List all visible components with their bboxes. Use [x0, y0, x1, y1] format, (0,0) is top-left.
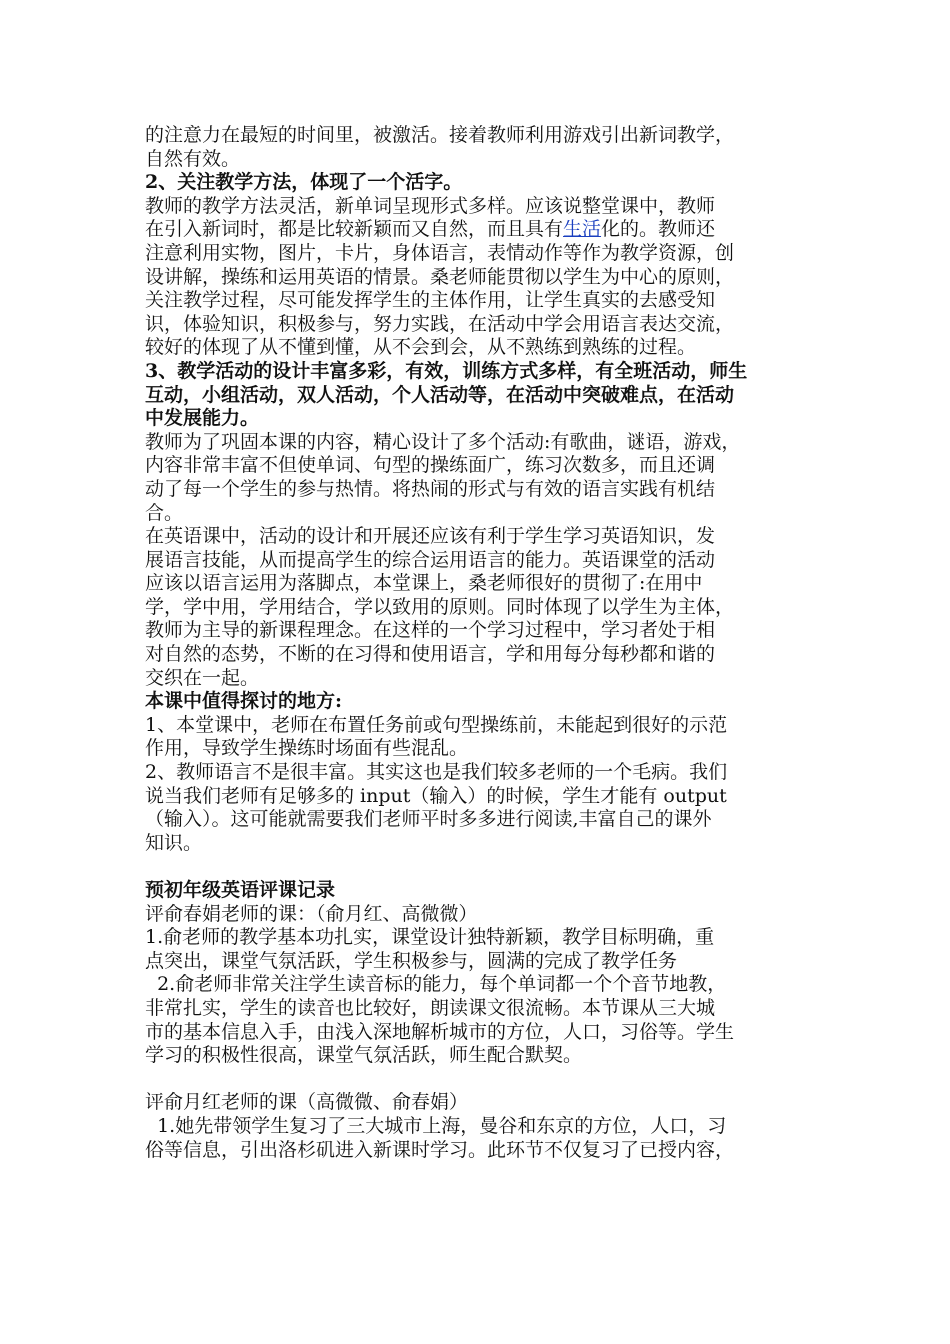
text-line: 1、本堂课中，老师在布置任务前或句型操练前，未能起到很好的示范	[145, 713, 728, 736]
text-line: 关注教学过程，尽可能发挥学生的主体作用，让学生真实的去感受知	[145, 289, 716, 312]
text-line: 非常扎实，学生的读音也比较好，朗读课文很流畅。本节课从三大城	[145, 996, 716, 1019]
text-line: 较好的体现了从不懂到懂，从不会到会，从不熟练到熟练的过程。	[145, 336, 697, 359]
text-line: （输入）。这可能就需要我们老师平时多多进行阅读,丰富自己的课外	[145, 808, 712, 831]
section-heading: 互动，小组活动，双人活动，个人活动等，在活动中突破难点，在活动	[145, 383, 735, 406]
text-line: 市的基本信息入手，由浅入深地解析城市的方位，人口，习俗等。学生	[145, 1020, 735, 1043]
text-line: 教师的教学方法灵活，新单词呈现形式多样。应该说整堂课中，教师	[145, 194, 716, 217]
text-line: 动了每一个学生的参与热情。将热闹的形式与有效的语言实践有机结	[145, 477, 716, 500]
text-line: 教师为了巩固本课的内容，精心设计了多个活动:有歌曲，谜语，游戏，	[145, 430, 741, 453]
text-line: 展语言技能，从而提高学生的综合运用语言的能力。英语课堂的活动	[145, 548, 716, 571]
text-line: 自然有效。	[145, 147, 241, 170]
text-line: 1.俞老师的教学基本功扎实，课堂设计独特新颖，教学目标明确，重	[145, 926, 715, 949]
text-line: 交织在一起。	[145, 666, 260, 689]
text-line: 点突出，课堂气氛活跃，学生积极参与，圆满的完成了教学任务	[145, 949, 678, 972]
text-line: 识，体验知识，积极参与，努力实践，在活动中学会用语言表达交流，	[145, 312, 735, 335]
text-line: 知识。	[145, 831, 203, 854]
blank-line	[145, 1068, 825, 1092]
life-link[interactable]: 生活	[563, 218, 602, 241]
text-line: 教师为主导的新课程理念。在这样的一个学习过程中，学习者处于相	[145, 619, 716, 642]
text-line: 对自然的态势，不断的在习得和使用语言，学和用每分每秒都和谐的	[145, 643, 716, 666]
text-line: 设讲解，操练和运用英语的情景。桑老师能贯彻以学生为中心的原则，	[145, 265, 735, 288]
link-line-before: 在引入新词时，都是比较新颖而又自然，而且具有	[145, 218, 564, 241]
section-heading: 中发展能力。	[145, 407, 260, 430]
text-line: 2、教师语言不是很丰富。其实这也是我们较多老师的一个毛病。我们	[145, 761, 728, 784]
document-page	[145, 124, 825, 1162]
text-line: 学习的积极性很高，课堂气氛活跃，师生配合默契。	[145, 1044, 583, 1067]
text-line: 评俞春娟老师的课：（俞月红、高微微）	[145, 902, 478, 925]
text-line: 1.她先带领学生复习了三大城市上海，曼谷和东京的方位，人口，习	[145, 1114, 727, 1137]
text-line: 的注意力在最短的时间里，被激活。接着教师利用游戏引出新词教学，	[145, 124, 735, 146]
text-line: 2.俞老师非常关注学生读音标的能力，每个单词都一个个音节地教，	[145, 973, 727, 996]
section-heading: 3、教学活动的设计丰富多彩，有效，训练方式多样，有全班活动，师生	[145, 359, 748, 382]
text-line: 评俞月红老师的课（高微微、俞春娟）	[145, 1091, 469, 1114]
section-heading: 本课中值得探讨的地方:	[145, 690, 343, 713]
text-line: 应该以语言运用为落脚点，本堂课上，桑老师很好的贯彻了:在用中	[145, 572, 703, 595]
text-line: 注意利用实物，图片，卡片，身体语言，表情动作等作为教学资源，创	[145, 241, 735, 264]
text-line: 作用，导致学生操练时场面有些混乱。	[145, 737, 469, 760]
text-line: 说当我们老师有足够多的 input（输入）的时候，学生才能有 output	[145, 784, 727, 807]
blank-line	[145, 855, 825, 879]
text-line: 合。	[145, 501, 184, 524]
link-line-after: 化的。教师还	[601, 218, 716, 241]
section-heading: 2、关注教学方法，体现了一个活字。	[145, 171, 463, 194]
text-line: 俗等信息，引出洛杉矶进入新课时学习。此环节不仅复习了已授内容，	[145, 1138, 735, 1161]
text-line-with-link	[145, 218, 825, 242]
section-title: 预初年级英语评课记录	[145, 879, 336, 901]
text-line: 学，学中用，学用结合，学以致用的原则。同时体现了以学生为主体，	[145, 595, 735, 618]
text-line: 内容非常丰富不但使单词、句型的操练面广，练习次数多，而且还调	[145, 454, 716, 477]
text-line: 在英语课中，活动的设计和开展还应该有利于学生学习英语知识，发	[145, 525, 716, 548]
